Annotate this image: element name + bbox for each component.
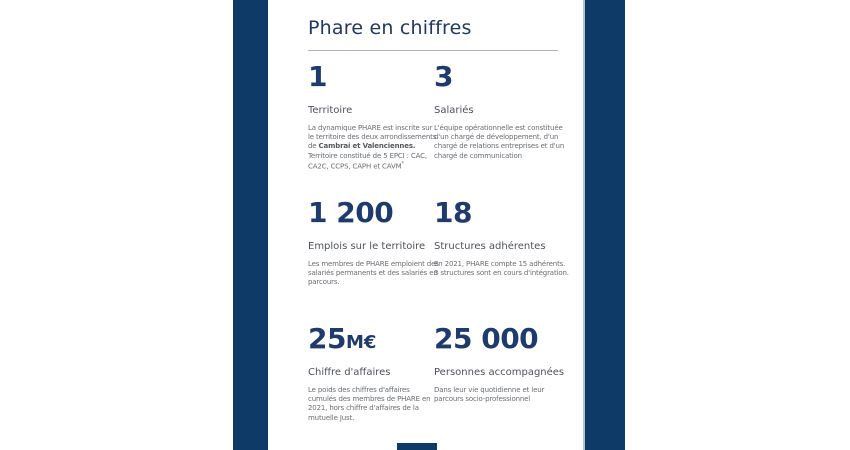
stat-territoire-label: Territoire: [308, 104, 353, 116]
stat-salaries-body: L'équipe opérationnelle est constituée d'un chargé de développement, d'un chargé de relations entreprises et d'un chargé de communication: [434, 123, 565, 160]
left-navy-bar: [233, 0, 268, 450]
stat-territoire-body: [308, 124, 440, 173]
stat-personnes-label: Personnes accompagnées: [434, 366, 565, 378]
stat-personnes-body: Dans leur vie quotidienne et leur parcours socio-professionnel: [434, 385, 545, 404]
stat-territoire: [308, 60, 437, 196]
stat-body-text: Territoire constitué de 5 EPCI : CAC, CA2C, CCPS, CAPH et CAVM: [308, 151, 427, 171]
stat-number-value: 1 200: [308, 196, 394, 229]
stat-emplois-body: Les membres de PHARE emploient des salariés permanents et des salariés en parcours.: [308, 259, 439, 287]
stat-salaries-label: Salariés: [434, 104, 474, 116]
stat-chiffre-affaires: [308, 322, 434, 423]
stat-number-value: 18: [434, 196, 472, 229]
page-title: Phare en chiffres: [308, 17, 472, 39]
stat-chiffre-affaires-body: Le poids des chiffres d'affaires cumulés des membres de PHARE en 2021, hors chiffre d'affaires de la mutuelle Just.: [308, 385, 431, 422]
stat-structures-number: [434, 196, 594, 230]
stat-structures-body: En 2021, PHARE compte 15 adhérents. 3 structures sont en cours d'intégration.: [434, 259, 569, 278]
stat-chiffre-affaires-number: [308, 322, 434, 356]
stat-chiffre-affaires-label: Chiffre d'affaires: [308, 366, 391, 378]
stats-grid: [308, 60, 594, 423]
stat-emplois-number: [308, 196, 434, 230]
stat-body-text: La dynamique PHARE est inscrite sur le territoire des deux arrondissements de: [308, 123, 437, 151]
stat-number-unit: M€: [345, 332, 377, 353]
stat-emplois: [308, 196, 439, 322]
stat-number-value: 25 000: [434, 322, 539, 355]
stat-number-value: 1: [308, 60, 327, 93]
stat-number-value: 3: [434, 60, 453, 93]
stat-number-value: 25: [308, 322, 346, 355]
title-divider: [308, 50, 558, 51]
stat-body-footnote-marker: *: [401, 161, 404, 168]
bottom-accent-bar: [397, 443, 437, 450]
stat-structures-label: Structures adhérentes: [434, 240, 546, 252]
stat-salaries: [434, 60, 594, 196]
page-header: [308, 16, 568, 51]
stat-structures: [434, 196, 594, 322]
stat-personnes: [434, 322, 594, 423]
stat-emplois-label: Emplois sur le territoire: [308, 240, 426, 252]
stat-personnes-number: [434, 322, 594, 356]
stat-body-bold-text: Cambrai et Valenciennes.: [318, 142, 416, 151]
stat-salaries-number: [434, 60, 594, 94]
stat-territoire-number: [308, 60, 434, 94]
